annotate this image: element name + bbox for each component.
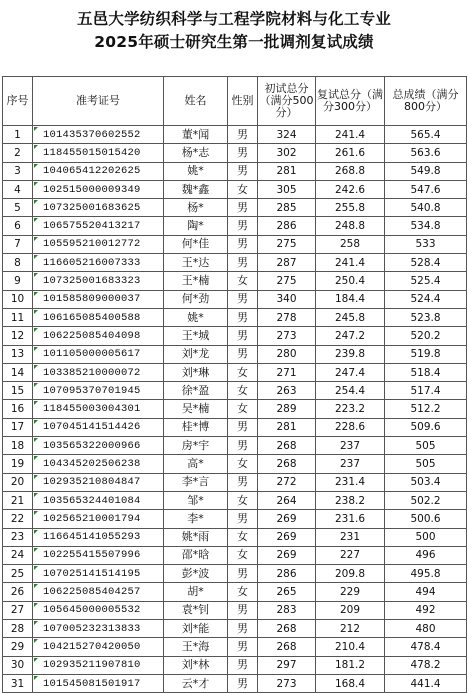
cell-gender: 男 (228, 327, 258, 345)
table-row (3, 272, 467, 290)
table-row (3, 601, 467, 619)
cell-name: 董*闻 (164, 126, 228, 144)
cell-total-score: 523.8 (385, 308, 467, 326)
cell-retest-score: 212 (316, 620, 385, 638)
cell-name: 姚* (164, 162, 228, 180)
cell-exam-id: 105645000005532 (33, 601, 164, 619)
document-title-line2: 2025年硕士研究生第一批调剂复试成绩 (94, 33, 374, 51)
cell-total-score: 517.4 (385, 382, 467, 400)
table-row (3, 180, 467, 198)
cell-index: 27 (3, 601, 33, 619)
cell-retest-score: 231.6 (316, 510, 385, 528)
cell-retest-score: 242.6 (316, 180, 385, 198)
cell-initial-score: 268 (258, 455, 316, 473)
cell-exam-id: 106225085404098 (33, 327, 164, 345)
cell-gender: 男 (228, 601, 258, 619)
cell-name: 邵*晗 (164, 546, 228, 564)
table-row (3, 162, 467, 180)
cell-index: 19 (3, 455, 33, 473)
cell-gender: 男 (228, 437, 258, 455)
table-row (3, 473, 467, 491)
cell-exam-id: 101105000005617 (33, 345, 164, 363)
cell-gender: 男 (228, 510, 258, 528)
cell-exam-id: 118455003004301 (33, 400, 164, 418)
cell-initial-score: 287 (258, 254, 316, 272)
table-row (3, 528, 467, 546)
cell-total-score: 500 (385, 528, 467, 546)
table-row (3, 565, 467, 583)
cell-exam-id: 104215270420050 (33, 638, 164, 656)
cell-initial-score: 271 (258, 363, 316, 381)
cell-initial-score: 289 (258, 400, 316, 418)
cell-retest-score: 245.8 (316, 308, 385, 326)
cell-exam-id: 103565322000966 (33, 437, 164, 455)
cell-index: 8 (3, 254, 33, 272)
cell-gender: 男 (228, 162, 258, 180)
cell-exam-id: 107325001683625 (33, 199, 164, 217)
cell-retest-score: 254.4 (316, 382, 385, 400)
cell-index: 7 (3, 235, 33, 253)
table-row (3, 290, 467, 308)
cell-exam-id: 116605216007333 (33, 254, 164, 272)
cell-retest-score: 229 (316, 583, 385, 601)
cell-name: 彭*波 (164, 565, 228, 583)
cell-name: 高* (164, 455, 228, 473)
cell-total-score: 525.4 (385, 272, 467, 290)
cell-name: 袁*钊 (164, 601, 228, 619)
cell-exam-id: 105595210012772 (33, 235, 164, 253)
cell-total-score: 528.4 (385, 254, 467, 272)
cell-total-score: 492 (385, 601, 467, 619)
table-row (3, 455, 467, 473)
table-row (3, 308, 467, 326)
table-row (3, 674, 467, 692)
cell-exam-id: 107095370701945 (33, 382, 164, 400)
cell-total-score: 540.8 (385, 199, 467, 217)
cell-name: 云*才 (164, 674, 228, 692)
cell-name: 杨*志 (164, 144, 228, 162)
cell-gender: 女 (228, 546, 258, 564)
cell-gender: 男 (228, 418, 258, 436)
cell-total-score: 509.6 (385, 418, 467, 436)
cell-exam-id: 116645141055293 (33, 528, 164, 546)
cell-initial-score: 275 (258, 272, 316, 290)
cell-total-score: 518.4 (385, 363, 467, 381)
cell-total-score: 563.6 (385, 144, 467, 162)
cell-name: 桂*博 (164, 418, 228, 436)
cell-total-score: 520.2 (385, 327, 467, 345)
cell-gender: 男 (228, 144, 258, 162)
cell-initial-score: 272 (258, 473, 316, 491)
cell-name: 魏*鑫 (164, 180, 228, 198)
cell-initial-score: 324 (258, 126, 316, 144)
cell-name: 胡* (164, 583, 228, 601)
cell-index: 29 (3, 638, 33, 656)
cell-gender: 女 (228, 528, 258, 546)
cell-initial-score: 265 (258, 583, 316, 601)
table-row (3, 583, 467, 601)
table-row (3, 620, 467, 638)
cell-initial-score: 269 (258, 510, 316, 528)
cell-total-score: 494 (385, 583, 467, 601)
cell-name: 刘*龙 (164, 345, 228, 363)
cell-total-score: 503.4 (385, 473, 467, 491)
cell-index: 21 (3, 491, 33, 509)
cell-initial-score: 268 (258, 437, 316, 455)
cell-index: 1 (3, 126, 33, 144)
cell-retest-score: 248.8 (316, 217, 385, 235)
cell-total-score: 519.8 (385, 345, 467, 363)
cell-retest-score: 231 (316, 528, 385, 546)
cell-initial-score: 280 (258, 345, 316, 363)
cell-gender: 女 (228, 382, 258, 400)
cell-name: 李*言 (164, 473, 228, 491)
table-row (3, 327, 467, 345)
cell-initial-score: 278 (258, 308, 316, 326)
cell-gender: 男 (228, 308, 258, 326)
cell-retest-score: 237 (316, 455, 385, 473)
cell-name: 陶* (164, 217, 228, 235)
cell-initial-score: 285 (258, 199, 316, 217)
cell-retest-score: 247.2 (316, 327, 385, 345)
cell-exam-id: 102515000009349 (33, 180, 164, 198)
cell-exam-id: 104065412202625 (33, 162, 164, 180)
cell-index: 16 (3, 400, 33, 418)
cell-gender: 男 (228, 290, 258, 308)
cell-name: 王*达 (164, 254, 228, 272)
cell-initial-score: 275 (258, 235, 316, 253)
cell-initial-score: 281 (258, 418, 316, 436)
table-row (3, 491, 467, 509)
table-row (3, 656, 467, 674)
header-total-score: 总成绩（满分800分） (385, 77, 467, 126)
cell-name: 徐*盈 (164, 382, 228, 400)
cell-total-score: 500.6 (385, 510, 467, 528)
cell-initial-score: 263 (258, 382, 316, 400)
cell-initial-score: 268 (258, 620, 316, 638)
table-row (3, 235, 467, 253)
table-row (3, 382, 467, 400)
cell-name: 邹* (164, 491, 228, 509)
cell-exam-id: 118455015015420 (33, 144, 164, 162)
cell-index: 31 (3, 674, 33, 692)
cell-initial-score: 340 (258, 290, 316, 308)
cell-index: 2 (3, 144, 33, 162)
cell-gender: 女 (228, 272, 258, 290)
cell-index: 13 (3, 345, 33, 363)
cell-total-score: 505 (385, 455, 467, 473)
cell-name: 刘*能 (164, 620, 228, 638)
cell-index: 24 (3, 546, 33, 564)
cell-index: 14 (3, 363, 33, 381)
cell-exam-id: 102935211907810 (33, 656, 164, 674)
cell-retest-score: 181.2 (316, 656, 385, 674)
cell-name: 姚*雨 (164, 528, 228, 546)
cell-index: 20 (3, 473, 33, 491)
cell-retest-score: 184.4 (316, 290, 385, 308)
cell-gender: 男 (228, 126, 258, 144)
cell-initial-score: 302 (258, 144, 316, 162)
header-name: 姓名 (164, 77, 228, 126)
cell-exam-id: 106225085404257 (33, 583, 164, 601)
cell-retest-score: 168.4 (316, 674, 385, 692)
cell-index: 9 (3, 272, 33, 290)
cell-exam-id: 102255415507996 (33, 546, 164, 564)
cell-gender: 男 (228, 473, 258, 491)
cell-name: 何*劲 (164, 290, 228, 308)
header-initial-score: 初试总分（满分500分） (258, 77, 316, 126)
cell-initial-score: 305 (258, 180, 316, 198)
cell-gender: 女 (228, 455, 258, 473)
table-body (3, 126, 467, 693)
cell-initial-score: 273 (258, 674, 316, 692)
cell-name: 李* (164, 510, 228, 528)
cell-name: 王*海 (164, 638, 228, 656)
scores-table (2, 76, 467, 693)
table-row (3, 345, 467, 363)
document-title-line1: 五邑大学纺织科学与工程学院材料与化工专业 (76, 10, 391, 28)
cell-retest-score: 227 (316, 546, 385, 564)
cell-retest-score: 255.8 (316, 199, 385, 217)
cell-exam-id: 107325001683323 (33, 272, 164, 290)
cell-initial-score: 264 (258, 491, 316, 509)
cell-gender: 男 (228, 565, 258, 583)
cell-name: 刘*林 (164, 656, 228, 674)
cell-retest-score: 258 (316, 235, 385, 253)
cell-index: 15 (3, 382, 33, 400)
cell-exam-id: 103565324401084 (33, 491, 164, 509)
cell-index: 25 (3, 565, 33, 583)
cell-total-score: 496 (385, 546, 467, 564)
table-row (3, 254, 467, 272)
cell-total-score: 534.8 (385, 217, 467, 235)
cell-total-score: 565.4 (385, 126, 467, 144)
table-row (3, 199, 467, 217)
cell-retest-score: 238.2 (316, 491, 385, 509)
cell-retest-score: 210.4 (316, 638, 385, 656)
cell-initial-score: 281 (258, 162, 316, 180)
cell-initial-score: 283 (258, 601, 316, 619)
cell-initial-score: 269 (258, 528, 316, 546)
cell-retest-score: 223.2 (316, 400, 385, 418)
table-row (3, 510, 467, 528)
cell-gender: 男 (228, 199, 258, 217)
cell-retest-score: 231.4 (316, 473, 385, 491)
table-row (3, 546, 467, 564)
cell-gender: 男 (228, 638, 258, 656)
cell-retest-score: 209 (316, 601, 385, 619)
cell-name: 姚* (164, 308, 228, 326)
table-row (3, 418, 467, 436)
cell-total-score: 478.2 (385, 656, 467, 674)
cell-gender: 男 (228, 674, 258, 692)
cell-total-score: 505 (385, 437, 467, 455)
cell-gender: 女 (228, 400, 258, 418)
cell-exam-id: 102565210001794 (33, 510, 164, 528)
cell-index: 18 (3, 437, 33, 455)
cell-exam-id: 101585809000037 (33, 290, 164, 308)
cell-gender: 男 (228, 235, 258, 253)
cell-gender: 男 (228, 656, 258, 674)
cell-name: 房*宇 (164, 437, 228, 455)
cell-name: 吴*楠 (164, 400, 228, 418)
cell-total-score: 549.8 (385, 162, 467, 180)
cell-name: 杨* (164, 199, 228, 217)
table-row (3, 638, 467, 656)
cell-exam-id: 106165085400588 (33, 308, 164, 326)
cell-total-score: 502.2 (385, 491, 467, 509)
cell-total-score: 480 (385, 620, 467, 638)
cell-retest-score: 261.6 (316, 144, 385, 162)
cell-total-score: 533 (385, 235, 467, 253)
cell-index: 28 (3, 620, 33, 638)
cell-retest-score: 209.8 (316, 565, 385, 583)
cell-total-score: 478.4 (385, 638, 467, 656)
cell-index: 26 (3, 583, 33, 601)
cell-index: 23 (3, 528, 33, 546)
cell-gender: 女 (228, 491, 258, 509)
cell-initial-score: 286 (258, 565, 316, 583)
cell-exam-id: 103385210000072 (33, 363, 164, 381)
cell-name: 王*城 (164, 327, 228, 345)
cell-index: 6 (3, 217, 33, 235)
cell-retest-score: 241.4 (316, 126, 385, 144)
cell-retest-score: 268.8 (316, 162, 385, 180)
cell-index: 10 (3, 290, 33, 308)
header-exam-id: 准考证号 (33, 77, 164, 126)
cell-exam-id: 107045141514426 (33, 418, 164, 436)
cell-exam-id: 104345202506238 (33, 455, 164, 473)
table-row (3, 400, 467, 418)
cell-exam-id: 106575520413217 (33, 217, 164, 235)
cell-exam-id: 101435370602552 (33, 126, 164, 144)
table-row (3, 144, 467, 162)
cell-exam-id: 107005232313833 (33, 620, 164, 638)
table-row (3, 363, 467, 381)
cell-initial-score: 297 (258, 656, 316, 674)
table-row (3, 217, 467, 235)
header-retest-score: 复试总分（满分300分） (316, 77, 385, 126)
cell-retest-score: 247.4 (316, 363, 385, 381)
cell-gender: 女 (228, 180, 258, 198)
cell-initial-score: 268 (258, 638, 316, 656)
cell-gender: 男 (228, 254, 258, 272)
cell-total-score: 512.2 (385, 400, 467, 418)
cell-gender: 女 (228, 583, 258, 601)
cell-initial-score: 286 (258, 217, 316, 235)
cell-total-score: 524.4 (385, 290, 467, 308)
table-header-row (3, 77, 467, 126)
cell-retest-score: 237 (316, 437, 385, 455)
cell-index: 3 (3, 162, 33, 180)
cell-gender: 男 (228, 217, 258, 235)
cell-initial-score: 273 (258, 327, 316, 345)
table-row (3, 437, 467, 455)
cell-retest-score: 250.4 (316, 272, 385, 290)
cell-index: 22 (3, 510, 33, 528)
cell-retest-score: 241.4 (316, 254, 385, 272)
header-index: 序号 (3, 77, 33, 126)
cell-exam-id: 102935210804847 (33, 473, 164, 491)
cell-name: 王*楠 (164, 272, 228, 290)
header-gender: 性别 (228, 77, 258, 126)
cell-index: 17 (3, 418, 33, 436)
cell-initial-score: 269 (258, 546, 316, 564)
cell-retest-score: 239.8 (316, 345, 385, 363)
cell-index: 4 (3, 180, 33, 198)
cell-index: 5 (3, 199, 33, 217)
cell-gender: 男 (228, 345, 258, 363)
cell-gender: 男 (228, 620, 258, 638)
cell-index: 12 (3, 327, 33, 345)
cell-index: 11 (3, 308, 33, 326)
cell-exam-id: 107025141514195 (33, 565, 164, 583)
cell-index: 30 (3, 656, 33, 674)
cell-total-score: 441.4 (385, 674, 467, 692)
cell-total-score: 495.8 (385, 565, 467, 583)
cell-total-score: 547.6 (385, 180, 467, 198)
cell-gender: 女 (228, 363, 258, 381)
cell-name: 何*佳 (164, 235, 228, 253)
cell-name: 刘*琳 (164, 363, 228, 381)
table-row (3, 126, 467, 144)
cell-retest-score: 228.6 (316, 418, 385, 436)
cell-exam-id: 101545081501917 (33, 674, 164, 692)
